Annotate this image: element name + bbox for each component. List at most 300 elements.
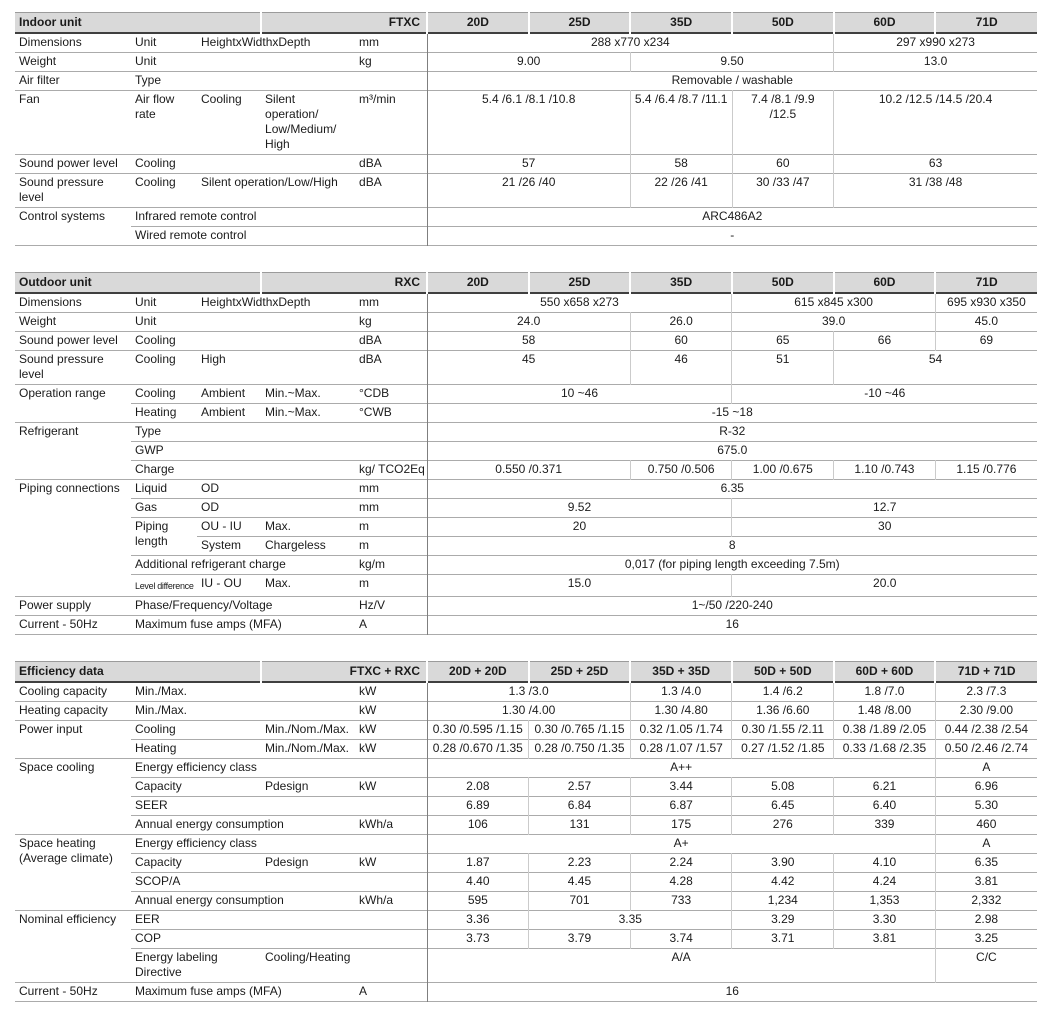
sub-label: Infrared remote control [135, 209, 257, 223]
sub-label: Annual energy consumption [135, 817, 284, 831]
value-cell: 1.8 /7.0 [834, 682, 936, 702]
value-cell: 276 [732, 816, 834, 835]
column-header: 50D + 50D [732, 662, 834, 683]
outdoor-unit-rows [15, 273, 1037, 635]
table-row [15, 442, 1037, 461]
unit-label: dBA [359, 333, 382, 347]
value-cell: 45 [427, 351, 630, 385]
sub-label: Wired remote control [135, 228, 247, 242]
value-cell: 46 [630, 351, 732, 385]
value-cell: 7.4 /8.1 /9.9 /12.5 [732, 91, 834, 155]
value-cell: 1.36 /6.60 [732, 702, 834, 721]
value-cell: 106 [427, 816, 529, 835]
table-row [15, 385, 1037, 404]
unit-label: m [359, 576, 369, 590]
sub-label: Min.~Max. [265, 386, 321, 400]
value-cell: 288 x770 x234 [427, 33, 834, 53]
value-cell: 1,234 [732, 892, 834, 911]
value-cell: 6.84 [529, 797, 631, 816]
sub-label: OD [201, 500, 219, 514]
value-cell: 1.30 /4.00 [427, 702, 630, 721]
table-row [15, 155, 1037, 174]
value-cell: 3.36 [427, 911, 529, 930]
unit-label: dBA [359, 156, 382, 170]
table-row [15, 873, 1037, 892]
value-cell: 13.0 [834, 53, 1037, 72]
value-cell: 615 x845 x300 [732, 293, 935, 313]
sub-label: Cooling [135, 156, 176, 170]
value-cell: 24.0 [427, 313, 630, 332]
sub-label: Silent operation/Low/High [201, 175, 338, 189]
sub-label: Min./Nom./Max. [265, 741, 350, 755]
row-label: Space heating (Average climate) [19, 836, 113, 865]
table-row [15, 854, 1037, 873]
value-cell: 6.45 [732, 797, 834, 816]
unit-label [355, 835, 427, 854]
sub-label: Cooling/Heating [265, 950, 351, 964]
sub-label: Phase/Frequency/Voltage [135, 598, 273, 612]
sub-label: Unit [135, 54, 157, 68]
unit-label [355, 208, 427, 227]
sub-label: OD [201, 481, 219, 495]
column-header: 35D [630, 13, 732, 34]
column-header: 71D [935, 273, 1037, 294]
value-cell: 6.35 [427, 480, 1037, 499]
value-cell: 6.87 [630, 797, 732, 816]
value-cell: 57 [427, 155, 630, 174]
unit-label: m³/min [359, 92, 396, 106]
value-cell: 3.79 [529, 930, 631, 949]
column-header: 60D + 60D [834, 662, 936, 683]
value-cell: 16 [427, 983, 1037, 1002]
row-label: Sound power level [19, 156, 118, 170]
row-label: Dimensions [19, 295, 82, 309]
value-cell: 1.48 /8.00 [834, 702, 936, 721]
value-cell: 51 [732, 351, 834, 385]
sub-label: Silent operation/ Low/Medium/ High [265, 92, 337, 151]
header-row [15, 13, 1037, 34]
unit-label: A [359, 984, 368, 998]
table-row [15, 740, 1037, 759]
unit-label [355, 759, 427, 778]
value-cell: 3.35 [529, 911, 732, 930]
value-cell: 675.0 [427, 442, 1037, 461]
value-cell: 8 [427, 537, 1037, 556]
table-row [15, 816, 1037, 835]
value-cell: 60 [732, 155, 834, 174]
value-cell: 701 [529, 892, 631, 911]
value-cell: 4.45 [529, 873, 631, 892]
unit-label [355, 911, 427, 930]
value-cell: 1.10 /0.743 [834, 461, 936, 480]
unit-label: mm [359, 481, 379, 495]
sub-label: Piping length [135, 519, 169, 548]
value-cell: 6.35 [935, 854, 1037, 873]
column-header: 20D [427, 273, 529, 294]
row-label: Weight [19, 54, 57, 68]
unit-label: kW [359, 741, 377, 755]
value-cell: 0.550 /0.371 [427, 461, 630, 480]
value-cell: 12.7 [732, 499, 1037, 518]
value-cell: 460 [935, 816, 1037, 835]
value-cell: 3.44 [630, 778, 732, 797]
value-cell: 3.74 [630, 930, 732, 949]
row-label: Refrigerant [19, 424, 79, 438]
unit-label: kW [359, 703, 377, 717]
value-cell: 733 [630, 892, 732, 911]
unit-label: mm [359, 500, 379, 514]
header-row [15, 662, 1037, 683]
model-code: FTXC [261, 13, 427, 34]
value-cell: A+ [427, 835, 935, 854]
unit-label: mm [359, 35, 380, 49]
section-title: Efficiency data [19, 664, 104, 678]
table-row [15, 949, 1037, 983]
value-cell: ARC486A2 [427, 208, 1037, 227]
value-cell: 175 [630, 816, 732, 835]
unit-label: kW [359, 684, 377, 698]
value-cell: C/C [935, 949, 1037, 983]
value-cell: 6.96 [935, 778, 1037, 797]
unit-label: kg [359, 314, 372, 328]
value-cell: 0.30 /1.55 /2.11 [732, 721, 834, 740]
column-header: 50D [732, 13, 834, 34]
sub-label: Cooling [135, 722, 176, 736]
value-cell: A [935, 835, 1037, 854]
table-row [15, 53, 1037, 72]
sub-label: Cooling [135, 175, 176, 189]
column-header: 71D + 71D [935, 662, 1037, 683]
value-cell: 4.40 [427, 873, 529, 892]
value-cell: 1.3 /3.0 [427, 682, 630, 702]
sub-label: HeightxWidthxDepth [201, 295, 311, 309]
sub-label: Additional refrigerant charge [135, 557, 286, 571]
column-header: 25D + 25D [529, 662, 631, 683]
row-label: Fan [19, 92, 40, 106]
sub-label: Energy labeling Directive [135, 950, 218, 979]
unit-label: A [359, 617, 368, 631]
table-row [15, 682, 1037, 702]
sub-label: Unit [135, 314, 157, 328]
row-label: Sound pressure level [19, 175, 104, 204]
sub-label: Capacity [135, 779, 182, 793]
value-cell: 31 /38 /48 [834, 174, 1037, 208]
value-cell: A [935, 759, 1037, 778]
table-row [15, 313, 1037, 332]
column-header: 50D [732, 273, 834, 294]
value-cell: 1.4 /6.2 [732, 682, 834, 702]
value-cell: 26.0 [630, 313, 732, 332]
sub-label: Min./Max. [135, 703, 188, 717]
table-row [15, 930, 1037, 949]
sub-label: Cooling [135, 352, 176, 366]
table-row [15, 227, 1037, 246]
value-cell: 6.40 [834, 797, 936, 816]
header-row [15, 273, 1037, 294]
value-cell: 0.28 /1.07 /1.57 [630, 740, 732, 759]
value-cell: 0,017 (for piping length exceeding 7.5m) [427, 556, 1037, 575]
sub-label: Pdesign [265, 855, 309, 869]
value-cell: 10 ~46 [427, 385, 732, 404]
table-row [15, 332, 1037, 351]
value-cell: 2.23 [529, 854, 631, 873]
column-header: 71D [935, 13, 1037, 34]
sub-label: Max. [265, 519, 292, 533]
table-row [15, 208, 1037, 227]
table-row [15, 72, 1037, 91]
sub-label: SEER [135, 798, 168, 812]
table-row [15, 911, 1037, 930]
table-row [15, 423, 1037, 442]
value-cell: 2.3 /7.3 [935, 682, 1037, 702]
table-row [15, 461, 1037, 480]
table-row [15, 597, 1037, 616]
unit-label: mm [359, 295, 379, 309]
column-header: 35D [630, 273, 732, 294]
column-header: 20D + 20D [427, 662, 529, 683]
row-label: Power input [19, 722, 83, 736]
value-cell: 4.42 [732, 873, 834, 892]
row-label: Current - 50Hz [19, 984, 98, 998]
value-cell: 22 /26 /41 [630, 174, 732, 208]
column-header: 60D [834, 273, 936, 294]
table-row [15, 480, 1037, 499]
row-label: Heating capacity [19, 703, 108, 717]
table-row [15, 778, 1037, 797]
value-cell: 3.81 [935, 873, 1037, 892]
unit-label [355, 442, 427, 461]
value-cell: 45.0 [935, 313, 1037, 332]
value-cell: A++ [427, 759, 935, 778]
unit-label: kg/ TCO2Eq [359, 462, 425, 476]
table-row [15, 575, 1037, 597]
sub-label: Gas [135, 500, 158, 514]
value-cell: Removable / washable [427, 72, 1037, 91]
row-label: Piping connections [19, 481, 120, 495]
row-label: Sound power level [19, 333, 118, 347]
value-cell: 0.38 /1.89 /2.05 [834, 721, 936, 740]
unit-label: kW [359, 779, 377, 793]
value-cell: 3.29 [732, 911, 834, 930]
unit-label: °CWB [359, 405, 392, 419]
value-cell: 30 /33 /47 [732, 174, 834, 208]
sub-label: Maximum fuse amps (MFA) [135, 984, 282, 998]
value-cell: 16 [427, 616, 1037, 635]
value-cell: 2.57 [529, 778, 631, 797]
unit-label: kWh/a [359, 817, 394, 831]
table-row [15, 983, 1037, 1002]
value-cell: 0.30 /0.595 /1.15 [427, 721, 529, 740]
value-cell: 1.87 [427, 854, 529, 873]
row-label: Nominal efficiency [19, 912, 117, 926]
sub-label: Heating [135, 405, 177, 419]
value-cell: 65 [732, 332, 834, 351]
value-cell: 1.00 /0.675 [732, 461, 834, 480]
unit-label [355, 423, 427, 442]
sub-label: Chargeless [265, 538, 326, 552]
sub-label: Annual energy consumption [135, 893, 284, 907]
sub-label: Unit [135, 295, 157, 309]
value-cell: 1~/50 /220-240 [427, 597, 1037, 616]
table-row [15, 351, 1037, 385]
unit-label [355, 72, 427, 91]
value-cell: 58 [630, 155, 732, 174]
value-cell: 0.30 /0.765 /1.15 [529, 721, 631, 740]
value-cell: 339 [834, 816, 936, 835]
sub-label: High [201, 352, 226, 366]
table-row [15, 797, 1037, 816]
value-cell: 9.00 [427, 53, 630, 72]
sub-label: Charge [135, 462, 175, 476]
value-cell: 5.4 /6.1 /8.1 /10.8 [427, 91, 630, 155]
value-cell: 5.08 [732, 778, 834, 797]
value-cell: 695 x930 x350 [935, 293, 1037, 313]
sub-label: Liquid [135, 481, 168, 495]
sub-label: Max. [265, 576, 292, 590]
value-cell: 1.15 /0.776 [935, 461, 1037, 480]
unit-label [355, 930, 427, 949]
value-cell: 9.50 [630, 53, 833, 72]
value-cell: 2.30 /9.00 [935, 702, 1037, 721]
sub-label: IU - OU [201, 576, 242, 590]
value-cell: 0.32 /1.05 /1.74 [630, 721, 732, 740]
sub-label: Heating [135, 741, 177, 755]
value-cell: 550 x658 x273 [427, 293, 732, 313]
column-header: 20D [427, 13, 529, 34]
sub-label: OU - IU [201, 519, 242, 533]
sub-label: Type [135, 73, 162, 87]
unit-label: m [359, 519, 369, 533]
unit-label: m [359, 538, 369, 552]
table-row [15, 556, 1037, 575]
sub-label: Ambient [201, 405, 246, 419]
unit-label: Hz/V [359, 598, 386, 612]
efficiency-data-rows [15, 662, 1037, 1002]
value-cell: 30 [732, 518, 1037, 537]
table-row [15, 293, 1037, 313]
row-label: Sound pressure level [19, 352, 104, 381]
value-cell: 2.98 [935, 911, 1037, 930]
unit-label: kg/m [359, 557, 386, 571]
value-cell: 15.0 [427, 575, 732, 597]
column-header: 25D [529, 13, 631, 34]
value-cell: 1.3 /4.0 [630, 682, 732, 702]
sub-label: System [201, 538, 242, 552]
unit-label: dBA [359, 175, 382, 189]
unit-label: kWh/a [359, 893, 394, 907]
value-cell: -15 ~18 [427, 404, 1037, 423]
column-header: 60D [834, 13, 936, 34]
unit-label [355, 949, 427, 983]
value-cell: 5.4 /6.4 /8.7 /11.1 [630, 91, 732, 155]
sub-label: Energy efficiency class [135, 836, 257, 850]
value-cell: 21 /26 /40 [427, 174, 630, 208]
value-cell: 4.10 [834, 854, 936, 873]
row-label: Air filter [19, 73, 60, 87]
column-header: 35D + 35D [630, 662, 732, 683]
value-cell: 1,353 [834, 892, 936, 911]
value-cell: R-32 [427, 423, 1037, 442]
value-cell: 1.30 /4.80 [630, 702, 732, 721]
unit-label: °CDB [359, 386, 390, 400]
sub-label: Unit [135, 35, 157, 49]
sub-label: Min./Nom./Max. [265, 722, 350, 736]
sub-label: Cooling [135, 386, 176, 400]
value-cell: 66 [834, 332, 936, 351]
column-header: 25D [529, 273, 631, 294]
efficiency-data-table [15, 661, 1037, 1002]
model-code: RXC [261, 273, 427, 294]
value-cell: 20 [427, 518, 732, 537]
value-cell: 2,332 [935, 892, 1037, 911]
table-row [15, 499, 1037, 518]
sub-label: Min.~Max. [265, 405, 321, 419]
unit-label: kW [359, 855, 377, 869]
unit-label [355, 227, 427, 246]
value-cell: - [427, 227, 1037, 246]
sub-label: EER [135, 912, 160, 926]
value-cell: 39.0 [732, 313, 935, 332]
value-cell: 63 [834, 155, 1037, 174]
value-cell: 60 [630, 332, 732, 351]
sub-label: GWP [135, 443, 164, 457]
value-cell: 3.71 [732, 930, 834, 949]
table-row [15, 892, 1037, 911]
table-row [15, 33, 1037, 53]
row-label: Weight [19, 314, 57, 328]
sub-label: Air flow rate [135, 92, 175, 121]
unit-label [355, 873, 427, 892]
unit-label: kg [359, 54, 372, 68]
section-title: Indoor unit [19, 15, 82, 29]
sub-label: Min./Max. [135, 684, 188, 698]
row-label: Cooling capacity [19, 684, 108, 698]
row-label-small: Level difference [135, 581, 194, 591]
unit-label: kW [359, 722, 377, 736]
value-cell: 0.50 /2.46 /2.74 [935, 740, 1037, 759]
model-code: FTXC + RXC [261, 662, 427, 683]
table-row [15, 759, 1037, 778]
value-cell: A/A [427, 949, 935, 983]
sub-label: Energy efficiency class [135, 760, 257, 774]
outdoor-unit-table [15, 272, 1037, 635]
indoor-unit-table [15, 12, 1037, 246]
value-cell: 5.30 [935, 797, 1037, 816]
table-row [15, 91, 1037, 155]
table-row [15, 702, 1037, 721]
sub-label: HeightxWidthxDepth [201, 35, 311, 49]
sub-label: Maximum fuse amps (MFA) [135, 617, 282, 631]
sub-label: Type [135, 424, 162, 438]
value-cell: 58 [427, 332, 630, 351]
table-row [15, 518, 1037, 537]
value-cell: 0.44 /2.38 /2.54 [935, 721, 1037, 740]
value-cell: 0.28 /0.670 /1.35 [427, 740, 529, 759]
value-cell: 6.21 [834, 778, 936, 797]
value-cell: 3.25 [935, 930, 1037, 949]
value-cell: 4.28 [630, 873, 732, 892]
value-cell: 0.28 /0.750 /1.35 [529, 740, 631, 759]
table-row [15, 174, 1037, 208]
sub-label: SCOP/A [135, 874, 181, 888]
value-cell: 10.2 /12.5 /14.5 /20.4 [834, 91, 1037, 155]
sub-label: Ambient [201, 386, 246, 400]
unit-label: dBA [359, 352, 382, 366]
row-label: Control systems [19, 209, 106, 223]
sub-label: Cooling [201, 92, 242, 106]
value-cell: 0.33 /1.68 /2.35 [834, 740, 936, 759]
sub-label: Pdesign [265, 779, 309, 793]
